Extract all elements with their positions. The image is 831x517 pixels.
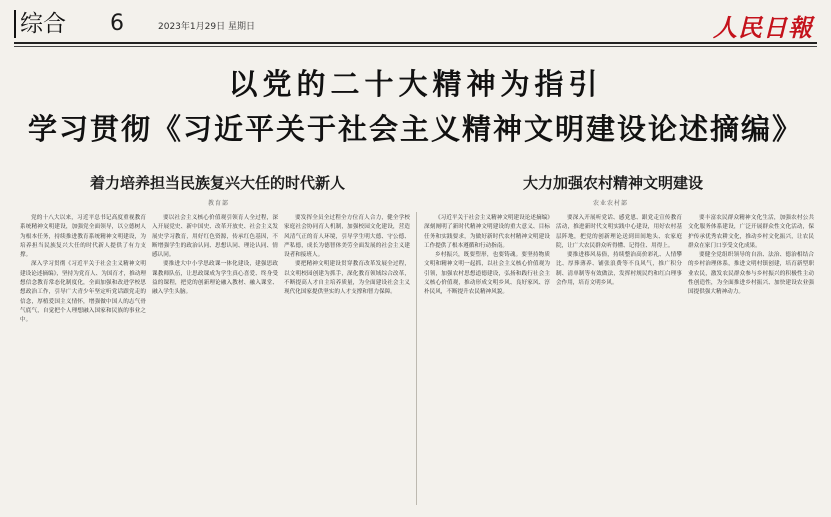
paragraph: 要以社会主义核心价值观引领育人全过程，深入开展党史、新中国史、改革开放史、社会主义发展史学习教育，用好红色资源，传承红色基因，不断增强学生的政治认同、思想认同、理论认同、情感认同。 xyxy=(152,215,278,259)
paragraph: 党的十八大以来，习近平总书记高度重视教育系统精神文明建设，加强党全面领导，以立德树人为根本任务，持续推进教育系统精神文明建设，为培养担当民族复兴大任的时代新人提供了有力支撑。 xyxy=(20,215,146,259)
paragraph: 深入学习贯彻《习近平关于社会主义精神文明建设论述摘编》，坚持为党育人、为国育才，推动理想信念教育常态化制度化，全面加强和改进学校思想政治工作，引导广大青少年坚定听党话跟党走的信念，厚植爱国主义情怀，增强做中国人的志气骨气底气，自觉把个人理想融入国家和民族的事业之中。 xyxy=(20,261,146,324)
main-headline-line-1: 以党的二十大精神为指引 xyxy=(228,67,603,101)
paragraph: 要把精神文明建设贯穿教育改革发展全过程，以文明校园创建为抓手，深化教育领域综合改革，不断提高人才自主培养质量，为全面建设社会主义现代化国家提供坚实的人才支撑和智力保障。 xyxy=(284,261,410,296)
main-headline-line-2: 学习贯彻《习近平关于社会主义精神文明建设论述摘编》 xyxy=(27,112,803,146)
paragraph: 乡村振兴，既要塑形，也要铸魂。要坚持物质文明和精神文明一起抓，以社会主义核心价值观为引领，加强农村思想道德建设，弘扬和践行社会主义核心价值观，推动形成文明乡风、良好家风、淳朴民风，不断提升农民精神风貌。 xyxy=(424,252,550,296)
paragraph: 要推进大中小学思政课一体化建设，建强思政课教师队伍，让思政课成为学生真心喜爱、终身受益的课程，把党的创新理论融入教材、融入课堂、融入学生头脑。 xyxy=(152,261,278,296)
page-number: 6 xyxy=(110,11,124,36)
newspaper-masthead: 人民日報 xyxy=(713,13,813,42)
article-right-column-1 xyxy=(424,214,550,512)
page-header xyxy=(14,8,817,42)
paragraph: 要推进移风易俗，持续整治高价彩礼、人情攀比、厚葬薄养、铺张浪费等不良风气，推广积分制、清单制等有效做法，发挥村规民约和红白理事会作用，培育文明乡风。 xyxy=(556,252,682,287)
article-right-title: 大力加强农村精神文明建设 xyxy=(523,174,704,192)
paragraph: 《习近平关于社会主义精神文明建设论述摘编》深刻阐明了新时代精神文明建设的重大意义、目标任务和实践要求，为做好新时代农村精神文明建设工作提供了根本遵循和行动指南。 xyxy=(424,215,550,249)
article-right-byline: 农业农村部 xyxy=(593,200,629,207)
paragraph: 要健全党组织领导的自治、法治、德治相结合的乡村治理体系，推进文明村镇创建，培育新型职业农民，激发农民群众参与乡村振兴的积极性主动性创造性，为全面推进乡村振兴、加快建设农业强国提供强大精神动力。 xyxy=(688,252,814,296)
issue-date: 2023年1月29日 星期日 xyxy=(158,22,255,32)
article-left-byline: 教育部 xyxy=(208,200,230,207)
paragraph: 要深入开展听党话、感党恩、跟党走宣传教育活动，推进新时代文明实践中心建设，用好农村基层阵地，把党的创新理论送到田间地头、农家庭院，让广大农民群众听得懂、记得住、用得上。 xyxy=(556,215,682,249)
article-left-column-2 xyxy=(152,214,278,512)
header-rule xyxy=(14,42,817,44)
header-rule-thin xyxy=(14,46,817,47)
paragraph: 要丰富农民群众精神文化生活，加强农村公共文化服务体系建设，广泛开展群众性文化活动，保护传承优秀农耕文化，推动乡村文化振兴，让农民群众在家门口享受文化成果。 xyxy=(688,215,814,249)
section-label: 综合 xyxy=(14,10,66,38)
article-divider xyxy=(416,212,417,505)
article-left-title: 着力培养担当民族复兴大任的时代新人 xyxy=(90,174,346,192)
paragraph: 要发挥全员全过程全方位育人合力，健全学校家庭社会协同育人机制，加强校园文化建设，营造风清气正的育人环境，引导学生明大德、守公德、严私德，成长为德智体美劳全面发展的社会主义建设者和接班人。 xyxy=(284,215,410,259)
article-right-column-3 xyxy=(688,214,814,512)
article-left-column-1 xyxy=(20,214,146,512)
article-left-column-3 xyxy=(284,214,410,512)
article-right-column-2 xyxy=(556,214,682,512)
